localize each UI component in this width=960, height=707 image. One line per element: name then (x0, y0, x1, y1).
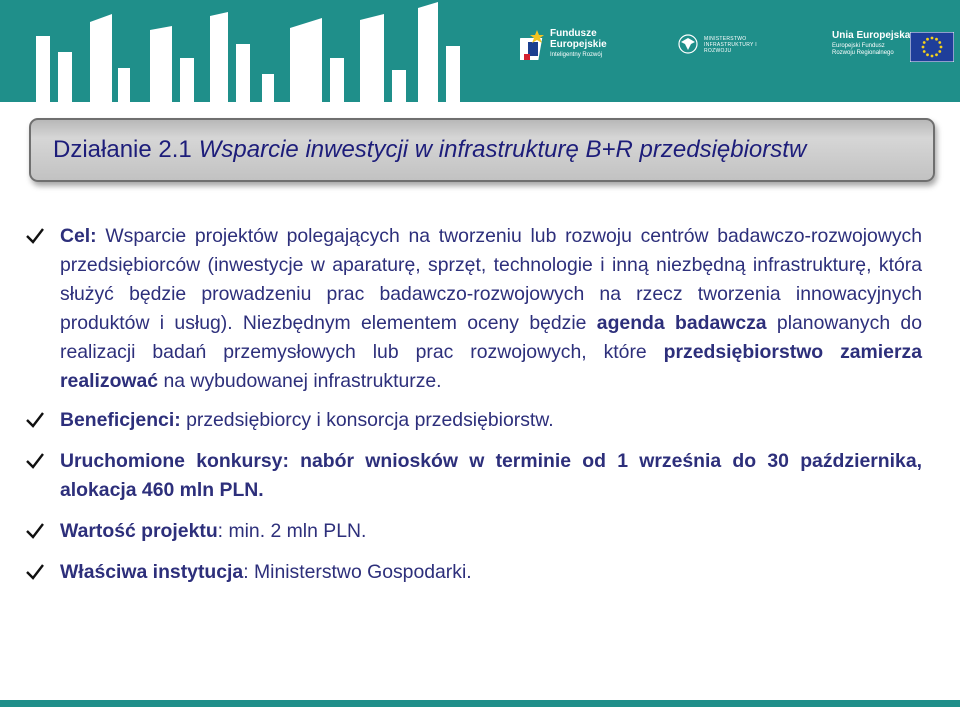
bullet-beneficjenci (22, 406, 922, 435)
title-prefix: Działanie 2.1 (53, 136, 192, 163)
bullet-wartosc (22, 517, 922, 546)
instytucja-label: Właściwa instytucja (60, 561, 244, 583)
top-banner (0, 0, 960, 102)
slide-title (29, 118, 935, 182)
bullet-instytucja (22, 558, 922, 587)
cel-text2: planowanych do realizacji badań przemysłowych lub prac rozwojowych, które (60, 312, 922, 363)
bullet-list (22, 222, 922, 587)
decorative-blocks (0, 0, 960, 102)
fe-logo-line1: Fundusze (550, 28, 597, 39)
check-icon (24, 451, 46, 471)
bottom-divider (0, 700, 960, 707)
bullet-konkursy (22, 447, 922, 505)
check-icon (24, 521, 46, 541)
konkursy-text: Uruchomione konkursy: nabór wniosków w terminie od 1 września do 30 października, alokacja 460 mln PLN. (60, 450, 922, 501)
eu-logo-line1: Unia Europejska (832, 30, 911, 41)
wartosc-label: Wartość projektu (60, 520, 218, 542)
fe-logo-line3: Inteligentny Rozwój (550, 52, 603, 58)
cel-text1: Wsparcie projektów polegających na tworzeniu lub rozwoju centrów badawczo-rozwojowych przedsiębiorców (inwestycje w aparaturę, sprzęt, technologie i inną niezbędną infrastrukturę, która służyć będzie prowadzeniu prac badawczo-rozwojowych na rzecz tworzenia innowacyjnych produktów i usług). Niezbędnym elementem oceny będzie (60, 225, 922, 334)
instytucja-text: : Ministerstwo Gospodarki. (243, 561, 472, 583)
check-icon (24, 410, 46, 430)
beneficjenci-text: przedsiębiorcy i konsorcja przedsiębiorstw. (180, 409, 554, 431)
wartosc-text: : min. 2 mln PLN. (217, 520, 367, 542)
cel-bold1: agenda badawcza (596, 312, 767, 334)
fe-logo-line2: Europejskie (550, 39, 607, 50)
check-icon (24, 562, 46, 582)
cel-label: Cel: (60, 225, 97, 247)
title-italic: Wsparcie inwestycji w infrastrukturę B+R przedsiębiorstw (198, 136, 807, 163)
eu-flag-icon (910, 32, 954, 62)
eu-logo-line2: Europejski Fundusz Rozwoju Regionalnego (832, 43, 894, 56)
cel-text3: na wybudowanej infrastrukturze. (158, 370, 442, 392)
bullet-cel (22, 222, 922, 396)
cel-bold2: przedsiębiorstwo zamierza realizować (60, 341, 922, 392)
fe-star-icon (520, 28, 546, 62)
ministry-logo-text: MINISTERSTWO INFRASTRUKTURY I ROZWOJU (704, 36, 757, 54)
eagle-emblem-icon (676, 32, 700, 56)
check-icon (24, 226, 46, 246)
beneficjenci-label: Beneficjenci: (60, 409, 181, 431)
